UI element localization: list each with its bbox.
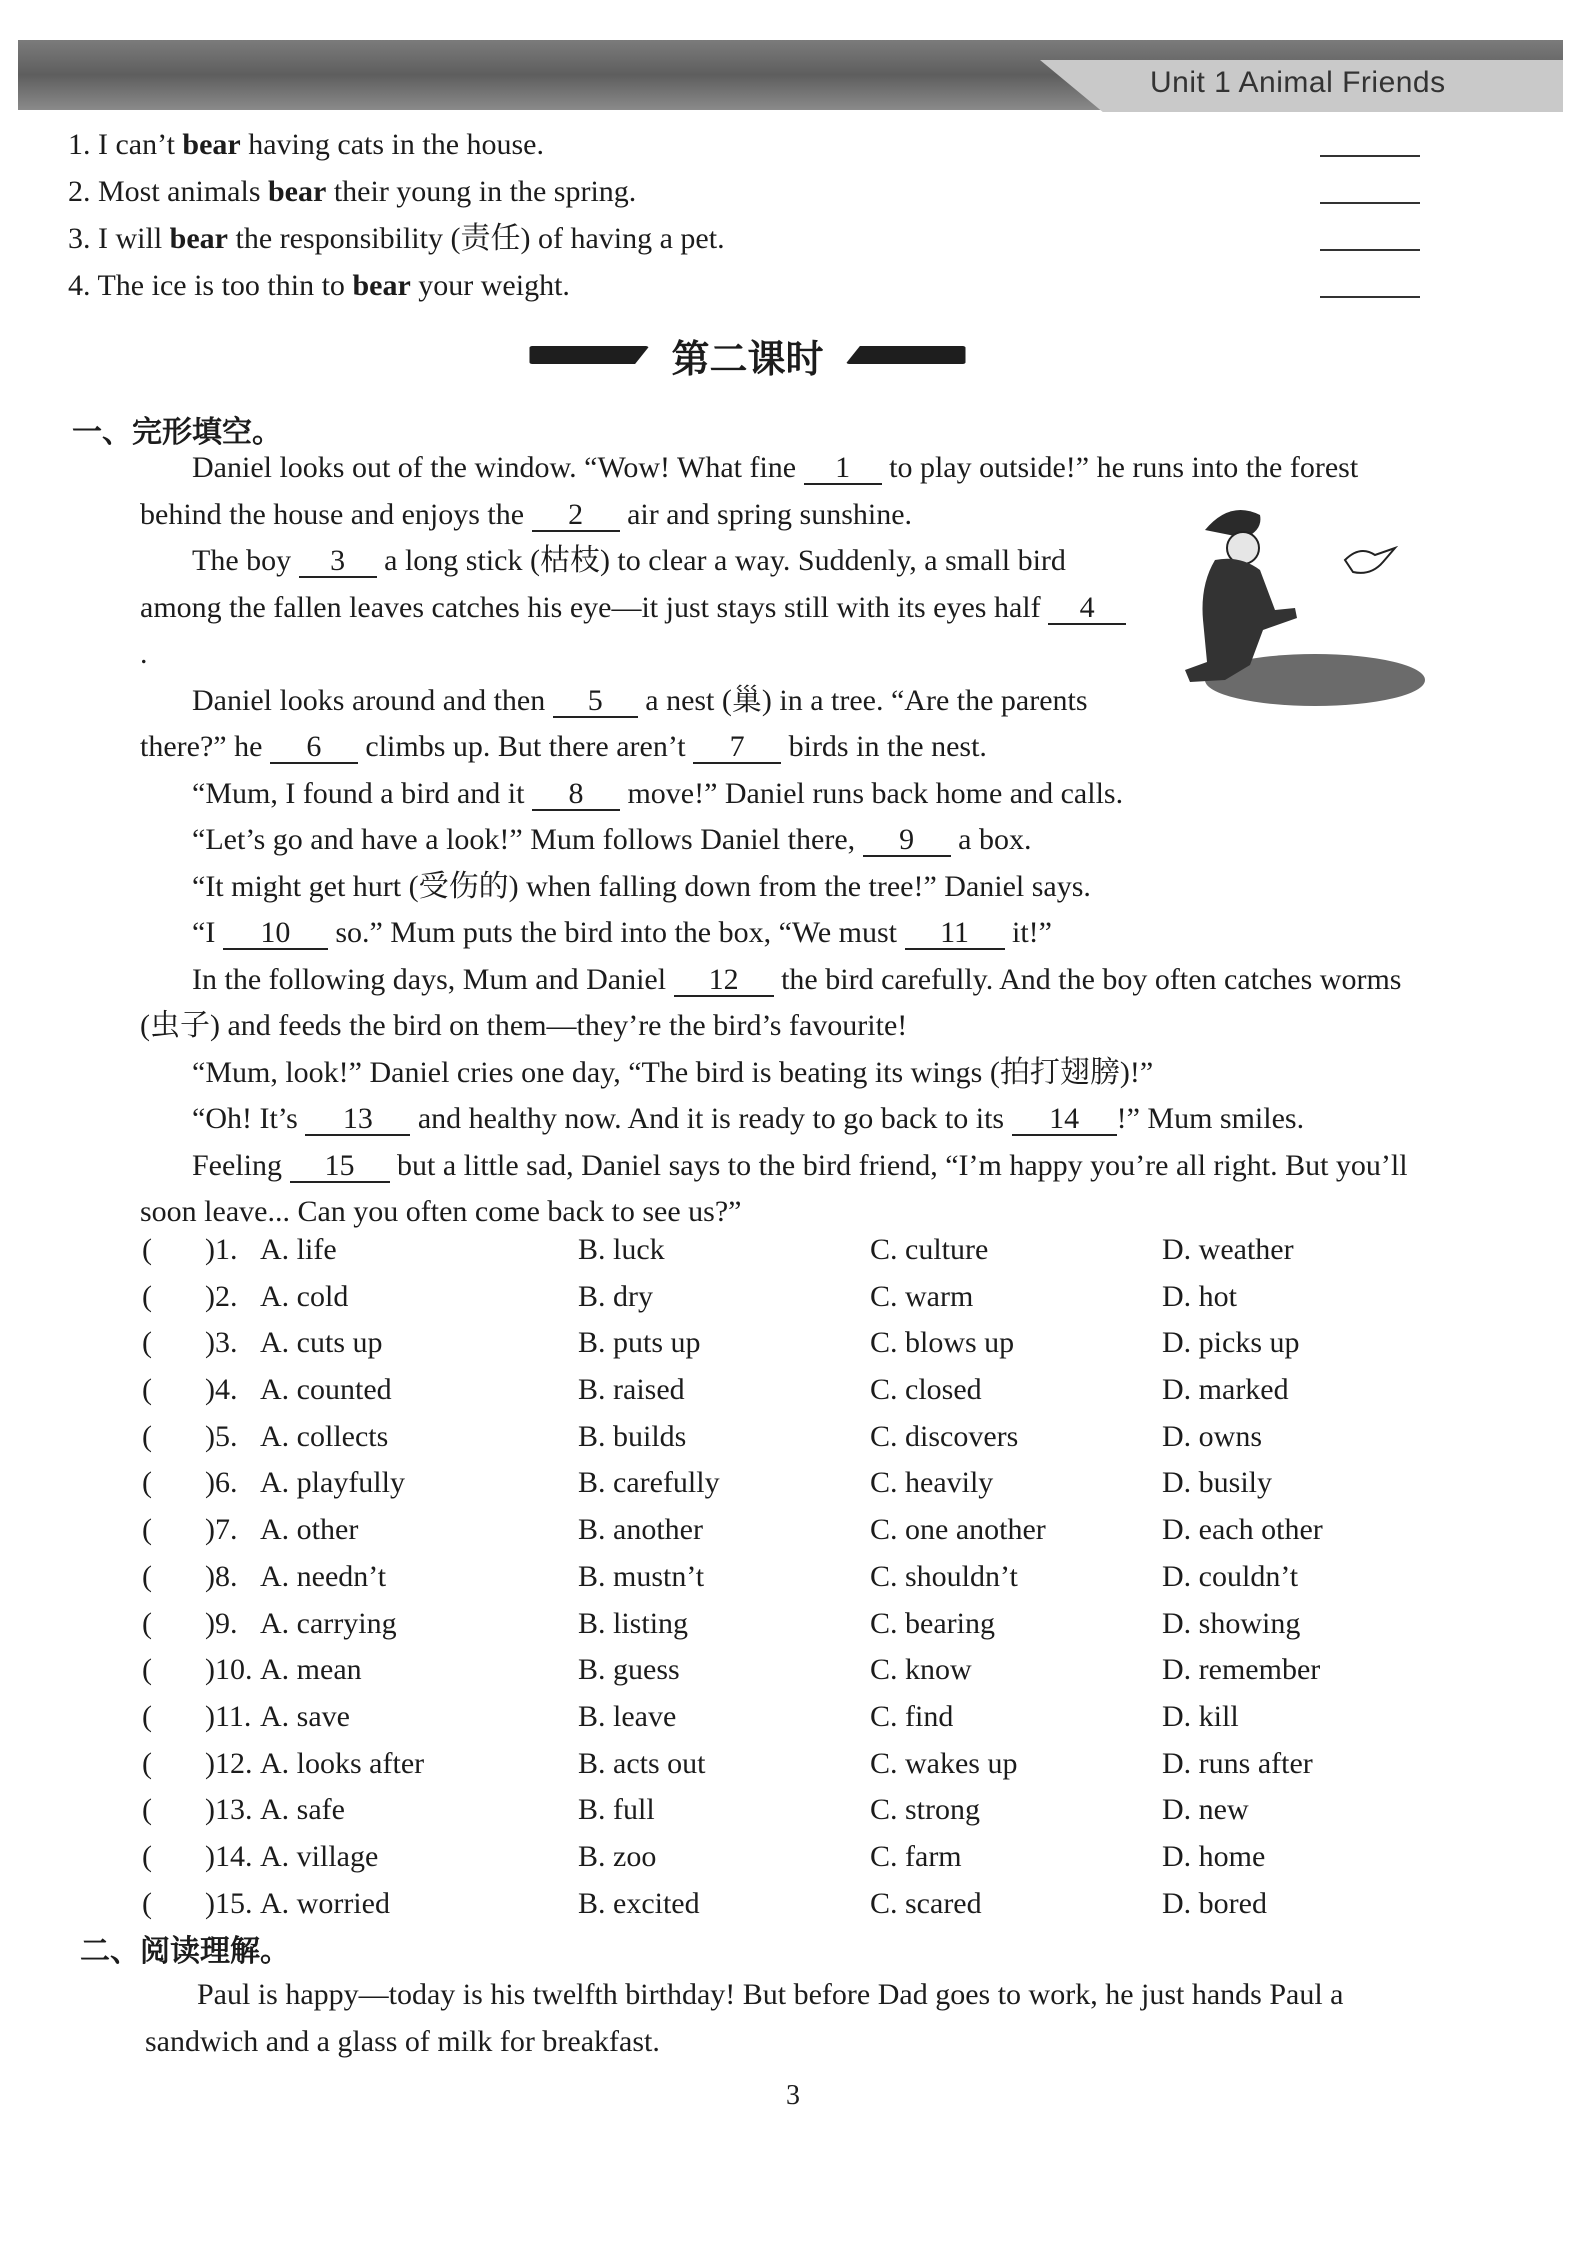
keyword: bear (268, 175, 327, 208)
option-b[interactable]: B. raised (578, 1373, 685, 1407)
option-c[interactable]: C. culture (870, 1233, 989, 1266)
cloze-blank[interactable]: 1 (804, 453, 882, 485)
cloze-blank[interactable]: 4 (1048, 593, 1126, 625)
answer-bracket[interactable]: ( (142, 1466, 152, 1500)
cloze-blank[interactable]: 6 (270, 732, 358, 764)
option-a[interactable]: A. worried (260, 1886, 390, 1920)
paragraph: In the following days, Mum and Daniel 12 the bird carefully. And the boy often catches worms (虫子) and feeds the bird on them—they’re the bird’s favourite! (140, 962, 1402, 1042)
question-number: )14. (205, 1839, 253, 1873)
option-b[interactable]: B. builds (578, 1419, 687, 1453)
question-number: )4. (205, 1373, 238, 1407)
option-a[interactable]: A. village (260, 1839, 379, 1873)
item-number: 4. (68, 269, 91, 302)
cloze-blank[interactable]: 3 (299, 546, 377, 578)
paragraph: Paul is happy—today is his twelfth birthday! But before Dad goes to work, he just hands Paul a sandwich and a glass of milk for breakfast. (145, 1978, 1344, 2058)
option-row (140, 1277, 1440, 1324)
option-d[interactable]: D. new (1162, 1793, 1249, 1827)
option-d[interactable]: D. marked (1162, 1373, 1289, 1407)
answer-bracket[interactable]: ( (142, 1326, 152, 1360)
answer-bracket[interactable]: ( (142, 1559, 152, 1593)
item-text: the responsibility (责任) of having a pet. (228, 222, 725, 255)
answer-blank[interactable] (1320, 249, 1420, 251)
lesson-title (520, 325, 975, 385)
option-d[interactable]: D. owns (1162, 1419, 1263, 1453)
question-number: )5. (205, 1419, 238, 1453)
option-a[interactable]: A. safe (260, 1793, 345, 1827)
answer-bracket[interactable]: ( (142, 1699, 152, 1733)
option-row (140, 1370, 1440, 1417)
item-text: I will (98, 222, 170, 255)
reading-paragraph (145, 1972, 1445, 2065)
option-a[interactable]: A. cold (260, 1279, 349, 1313)
cloze-blank[interactable]: 7 (693, 732, 781, 764)
boy-with-bird-illustration (1145, 490, 1425, 720)
option-c[interactable]: C. shouldn’t (870, 1559, 1018, 1593)
item-text: having cats in the house. (240, 128, 545, 161)
option-c[interactable]: C. know (870, 1653, 972, 1687)
option-b[interactable]: B. another (578, 1513, 703, 1547)
option-c[interactable]: C. find (870, 1699, 954, 1733)
pre-exercise-list (68, 125, 1428, 313)
question-number: )1. (205, 1233, 238, 1266)
question-number: )2. (205, 1279, 238, 1313)
answer-bracket[interactable]: ( (142, 1606, 152, 1640)
paragraph: “Mum, I found a bird and it 8 move!” Daniel runs back home and calls. (192, 776, 1124, 810)
keyword: bear (352, 269, 411, 302)
option-c[interactable]: C. blows up (870, 1326, 1015, 1360)
option-row (140, 1604, 1440, 1651)
cloze-blank[interactable]: 5 (553, 686, 638, 718)
page-number: 3 (786, 2080, 800, 2111)
cloze-blank[interactable]: 14 (1012, 1104, 1117, 1136)
option-row (140, 1837, 1440, 1884)
paragraph: The boy 3 a long stick (枯枝) to clear a way. Suddenly, a small bird among the fallen leaves catches his eye—it just stays still with its eyes half 4. (140, 538, 1130, 678)
option-d[interactable]: D. picks up (1162, 1326, 1300, 1360)
question-number: )7. (205, 1513, 238, 1547)
answer-blank[interactable] (1320, 296, 1420, 298)
option-a[interactable]: A. other (260, 1513, 359, 1547)
answer-bracket[interactable]: ( (142, 1513, 152, 1547)
answer-blank[interactable] (1320, 155, 1420, 157)
option-b[interactable]: B. listing (578, 1606, 689, 1640)
cloze-blank[interactable]: 8 (532, 779, 620, 811)
option-d[interactable]: D. each other (1162, 1513, 1323, 1547)
option-c[interactable]: C. wakes up (870, 1746, 1018, 1780)
paragraph: Daniel looks around and then 5 a nest (巢) in a tree. “Are the parents there?” he 6 climbs up. But there aren’t 7 birds in the nest. (140, 683, 1088, 763)
answer-bracket[interactable]: ( (142, 1886, 152, 1920)
option-d[interactable]: D. home (1162, 1839, 1266, 1873)
question-number: )6. (205, 1466, 238, 1500)
cloze-blank[interactable]: 12 (674, 965, 774, 997)
cloze-blank[interactable]: 9 (863, 825, 951, 857)
option-row (140, 1650, 1440, 1697)
title-bar-right (846, 346, 966, 364)
option-b[interactable]: B. excited (578, 1886, 700, 1920)
option-a[interactable]: A. collects (260, 1419, 389, 1453)
cloze-blank[interactable]: 2 (532, 500, 620, 532)
item-text: Most animals (98, 175, 268, 208)
option-b[interactable]: B. zoo (578, 1839, 657, 1873)
pre-item (68, 219, 1428, 266)
option-d[interactable]: D. remember (1162, 1653, 1321, 1687)
answer-blank[interactable] (1320, 202, 1420, 204)
answer-bracket[interactable]: ( (142, 1373, 152, 1407)
cloze-blank[interactable]: 10 (223, 918, 328, 950)
paragraph: Feeling 15 but a little sad, Daniel says to the bird friend, “I’m happy you’re all right. But you’ll soon leave... Can you often come back to see us?” (140, 1148, 1408, 1228)
option-row (140, 1230, 1440, 1277)
option-d[interactable]: D. showing (1162, 1606, 1301, 1640)
bird (1345, 548, 1395, 573)
option-b[interactable]: B. dry (578, 1279, 653, 1313)
pre-item (68, 266, 1428, 313)
option-d[interactable]: D. busily (1162, 1466, 1273, 1500)
option-d[interactable]: D. bored (1162, 1886, 1267, 1920)
keyword: bear (182, 128, 241, 161)
answer-bracket[interactable]: ( (142, 1793, 152, 1827)
answer-bracket[interactable]: ( (142, 1279, 152, 1313)
pre-item (68, 172, 1428, 219)
item-text: The ice is too thin to (97, 269, 353, 302)
paragraph: “I 10 so.” Mum puts the bird into the box, “We must 11 it!” (192, 916, 1052, 949)
option-row (140, 1510, 1440, 1557)
question-number: )9. (205, 1606, 238, 1640)
option-row (140, 1417, 1440, 1464)
option-c[interactable]: C. farm (870, 1839, 962, 1873)
option-c[interactable]: C. closed (870, 1373, 982, 1407)
option-row (140, 1323, 1440, 1370)
answer-bracket[interactable]: ( (142, 1839, 152, 1873)
answer-bracket[interactable]: ( (142, 1419, 152, 1453)
keyword: bear (169, 222, 228, 255)
question-number: )8. (205, 1559, 238, 1593)
paragraph: “Oh! It’s 13 and healthy now. And it is ready to go back to its 14 !” Mum smiles. (192, 1102, 1305, 1135)
option-b[interactable]: B. full (578, 1793, 655, 1827)
answer-bracket[interactable]: ( (142, 1233, 152, 1266)
option-a[interactable]: A. looks after (260, 1746, 425, 1780)
answer-bracket[interactable]: ( (142, 1653, 152, 1687)
option-a[interactable]: A. playfully (260, 1466, 405, 1500)
option-a[interactable]: A. life (260, 1233, 337, 1266)
option-d[interactable]: D. couldn’t (1162, 1559, 1299, 1593)
paragraph: “It might get hurt (受伤的) when falling down from the tree!” Daniel says. (192, 869, 1091, 903)
question-number: )10. (205, 1653, 253, 1687)
option-b[interactable]: B. carefully (578, 1466, 720, 1500)
option-b[interactable]: B. leave (578, 1699, 677, 1733)
paragraph: Daniel looks out of the window. “Wow! What fine 1 to play outside!” he runs into the forest behind the house and enjoys the 2 air and spring sunshine. (140, 451, 1359, 531)
option-c[interactable]: C. strong (870, 1793, 981, 1827)
option-row (140, 1697, 1440, 1744)
option-c[interactable]: C. discovers (870, 1419, 1019, 1453)
option-c[interactable]: C. heavily (870, 1466, 994, 1500)
question-number: )15. (205, 1886, 253, 1920)
question-number: )3. (205, 1326, 238, 1360)
paragraph: “Mum, look!” Daniel cries one day, “The bird is beating its wings (拍打翅膀)!” (192, 1055, 1154, 1089)
cloze-blank[interactable]: 15 (290, 1151, 390, 1183)
item-text: I can’t (98, 128, 183, 161)
question-number: )12. (205, 1746, 253, 1780)
option-c[interactable]: C. one another (870, 1513, 1046, 1547)
option-a[interactable]: A. needn’t (260, 1559, 387, 1593)
option-row (140, 1790, 1440, 1837)
option-c[interactable]: C. bearing (870, 1606, 995, 1640)
option-a[interactable]: A. carrying (260, 1606, 397, 1640)
option-row (140, 1744, 1440, 1791)
option-row (140, 1884, 1440, 1931)
option-c[interactable]: C. warm (870, 1279, 974, 1313)
options-list (140, 1230, 1440, 1930)
unit-title: Unit 1 Animal Friends (1150, 66, 1446, 99)
lesson-title-text: 第二课时 (671, 336, 824, 381)
cloze-blank[interactable]: 13 (305, 1104, 410, 1136)
option-d[interactable]: D. weather (1162, 1233, 1294, 1266)
option-c[interactable]: C. scared (870, 1886, 982, 1920)
option-b[interactable]: B. puts up (578, 1326, 701, 1360)
option-b[interactable]: B. guess (578, 1653, 680, 1687)
option-d[interactable]: D. hot (1162, 1279, 1237, 1313)
option-a[interactable]: A. mean (260, 1653, 362, 1687)
option-a[interactable]: A. counted (260, 1373, 392, 1407)
item-number: 1. (68, 128, 91, 161)
paragraph: “Let’s go and have a look!” Mum follows Daniel there, 9 a box. (192, 823, 1032, 856)
cloze-blank[interactable]: 11 (905, 918, 1005, 950)
option-a[interactable]: A. cuts up (260, 1326, 383, 1360)
option-row (140, 1557, 1440, 1604)
title-bar-left (529, 346, 649, 364)
item-text: your weight. (410, 269, 570, 302)
section-heading: 二、阅读理解。 (80, 1934, 290, 1969)
section-heading: 一、完形填空。 (72, 415, 282, 450)
option-d[interactable]: D. runs after (1162, 1746, 1313, 1780)
item-text: their young in the spring. (326, 175, 637, 208)
question-number: )11. (205, 1699, 252, 1733)
option-b[interactable]: B. mustn’t (578, 1559, 705, 1593)
answer-bracket[interactable]: ( (142, 1746, 152, 1780)
option-a[interactable]: A. save (260, 1699, 350, 1733)
option-b[interactable]: B. luck (578, 1233, 665, 1266)
item-number: 2. (68, 175, 91, 208)
pre-item (68, 125, 1428, 172)
question-number: )13. (205, 1793, 253, 1827)
option-row (140, 1463, 1440, 1510)
item-number: 3. (68, 222, 91, 255)
option-d[interactable]: D. kill (1162, 1699, 1239, 1733)
option-b[interactable]: B. acts out (578, 1746, 706, 1780)
